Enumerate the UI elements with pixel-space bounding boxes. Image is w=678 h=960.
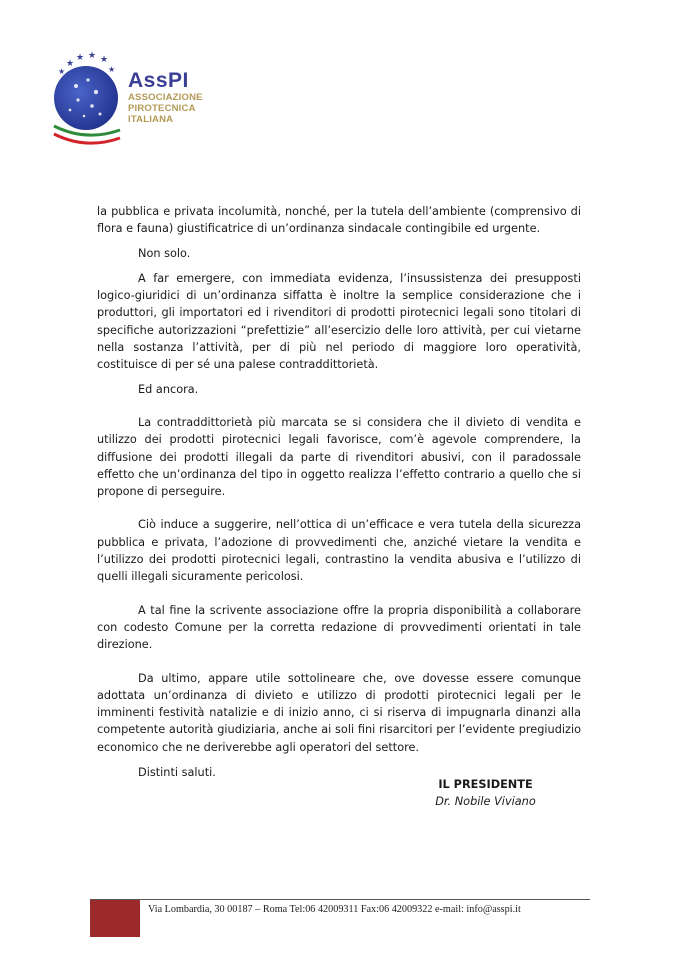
footer-address: Via Lombardia, 30 00187 – Roma Tel:06 42009311 Fax:06 42009322 e-mail: info@asspi.it bbox=[148, 904, 521, 915]
signature-title: IL PRESIDENTE bbox=[438, 778, 533, 791]
paragraph-2: Non solo. bbox=[138, 246, 191, 260]
paragraph-7: A tal fine la scrivente associazione offre la propria disponibilità a collaborare con codesto Comune per la corretta redazione di provvedimenti orientati in tale direzione. bbox=[97, 603, 581, 652]
svg-text:★: ★ bbox=[100, 55, 109, 65]
svg-text:★: ★ bbox=[66, 59, 75, 69]
brand-wordmark bbox=[128, 70, 203, 125]
svg-text:★: ★ bbox=[58, 67, 66, 76]
signature-name: Dr. Nobile Viviano bbox=[435, 795, 536, 809]
paragraph-8: Da ultimo, appare utile sottolineare che, ove dovesse essere comunque adottata un’ordinanza di divieto e utilizzo di prodotti pirotecnici legali per le imminenti festività natalizie e di inizio anno, ci si riserva di impugnarla dinanzi alla competente autorità giudiziaria, anche ai soli fini risarcitori per l’evidente pregiudizio economico che ne deriverebbe agli operatori del settore. bbox=[97, 671, 581, 754]
brand-name: AssPI bbox=[128, 69, 189, 92]
asspi-logo bbox=[48, 50, 228, 146]
paragraph-3: A far emergere, con immediata evidenza, l’insussistenza dei presupposti logico-giuridici di un’ordinanza siffatta è inoltre la semplice considerazione che i produttori, gli importatori ed i rivenditori di prodotti pirotecnici legali sono titolari di specifiche autorizzazioni “prefettizie” all’esercizio delle loro attività, per cui vietarne nella sostanza l’attività, per di più nel periodo di maggiore loro operatività, costituisce di per sé una palese contraddittorietà. bbox=[97, 271, 581, 372]
paragraph-5: La contraddittorietà più marcata se si considera che il divieto di vendita e utilizzo dei prodotti pirotecnici legali favorisce, com’è agevole comprendere, la diffusione dei prodotti illegali da parte di rivenditori abusivi, con il paradossale effetto che un’ordinanza del tipo in oggetto realizza l’effetto contrario a quello che si propone di perseguire. bbox=[97, 415, 581, 499]
paragraph-4: Ed ancora. bbox=[138, 382, 199, 396]
brand-line-1: ASSOCIAZIONE bbox=[128, 92, 203, 103]
paragraph-1: la pubblica e privata incolumità, nonché, per la tutela dell’ambiente (comprensivo di flora e fauna) giustificatrice di un’ordinanza sindacale contingibile ed urgente. bbox=[97, 205, 581, 236]
svg-text:★: ★ bbox=[108, 65, 116, 74]
svg-text:★: ★ bbox=[76, 53, 85, 63]
brand-line-2: PIROTECNICA bbox=[128, 103, 196, 114]
closing-salutation: Distinti saluti. bbox=[138, 766, 216, 780]
globe-with-stars-icon bbox=[48, 50, 128, 146]
footer-accent-block bbox=[90, 900, 140, 937]
brand-line-3: ITALIANA bbox=[128, 114, 174, 125]
signature-block bbox=[418, 776, 553, 811]
svg-text:★: ★ bbox=[88, 51, 97, 61]
paragraph-6: Ciò induce a suggerire, nell’ottica di un’efficace e vera tutela della sicurezza pubblica e privata, l’adozione di provvedimenti che, anziché vietare la vendita e l’utilizzo dei prodotti pirotecnici legali, contrastino la vendita abusiva e l’utilizzo di quelli illegali sicuramente pericolosi. bbox=[97, 518, 581, 584]
footer-divider bbox=[90, 899, 590, 900]
letter-body bbox=[97, 203, 581, 781]
